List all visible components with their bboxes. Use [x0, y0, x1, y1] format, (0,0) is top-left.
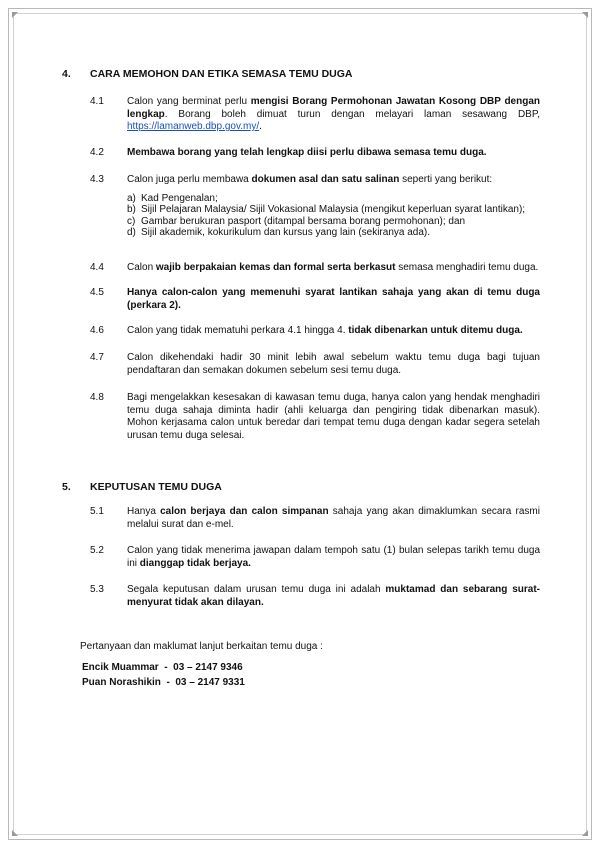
contact-norashikin: Puan Norashikin - 03 – 2147 9331 — [82, 677, 245, 688]
item-number: 4.4 — [90, 262, 104, 273]
list-item: a) Kad Pengenalan; — [127, 192, 218, 204]
item-number: 4.1 — [90, 96, 104, 107]
item-5-1 — [90, 506, 540, 531]
section-number: 5. — [62, 481, 71, 493]
item-number: 5.1 — [90, 506, 104, 517]
item-text: Bagi mengelakkan kesesakan di kawasan temu duga, hanya calon yang hendak menghadiri temu duga sahaja diminta hadir (ahli keluarga dan pengiring tidak dibenarkan masuk). Mohon kerjasama calon untuk beredar dari tempat temu duga dengan kadar segera setelah urusan temu duga selesai. — [127, 392, 540, 441]
item-number: 4.2 — [90, 147, 104, 158]
item-4-3 — [90, 174, 540, 239]
section-title: CARA MEMOHON DAN ETIKA SEMASA TEMU DUGA — [90, 68, 353, 80]
item-4-1 — [90, 96, 540, 134]
inquiry-text: Pertanyaan dan maklumat lanjut berkaitan temu duga : — [80, 641, 323, 652]
corner-ornament-icon — [582, 12, 588, 18]
item-5-3 — [90, 584, 540, 609]
section-number: 4. — [62, 68, 71, 80]
list-item: d) Sijil akademik, kokurikulum dan kursus yang lain (sekiranya ada). — [127, 227, 431, 238]
corner-ornament-icon — [12, 830, 18, 836]
item-4-6 — [90, 325, 540, 338]
item-5-2 — [90, 545, 540, 570]
item-text: Calon yang tidak menerima jawapan dalam tempoh satu (1) bulan selepas tarikh temu duga ini dianggap tidak berjaya. — [127, 545, 540, 569]
item-number: 4.7 — [90, 352, 104, 363]
item-text: Calon yang berminat perlu mengisi Borang Permohonan Jawatan Kosong DBP dengan lengkap. Borang boleh dimuat turun dengan melayari laman sesawang DBP, https://lamanweb.dbp.gov.my/. — [127, 96, 540, 132]
corner-ornament-icon — [582, 830, 588, 836]
dbp-website-link[interactable]: https://lamanweb.dbp.gov.my/ — [127, 121, 260, 132]
corner-ornament-icon — [12, 12, 18, 18]
item-text: Hanya calon berjaya dan calon simpanan sahaja yang akan dimaklumkan secara rasmi melalui surat dan e-mel. — [127, 506, 540, 530]
item-number: 4.8 — [90, 392, 104, 403]
item-number: 4.5 — [90, 287, 104, 298]
item-number: 5.3 — [90, 584, 104, 595]
list-item: b) Sijil Pelajaran Malaysia/ Sijil Vokasional Malaysia (mengikut keperluan syarat lantikan); — [127, 204, 526, 215]
item-number: 4.3 — [90, 174, 104, 185]
item-text: Calon juga perlu membawa dokumen asal dan satu salinan seperti yang berikut: — [127, 174, 493, 185]
section-title: KEPUTUSAN TEMU DUGA — [90, 481, 222, 493]
item-text: Hanya calon-calon yang memenuhi syarat lantikan sahaja yang akan di temu duga (perkara 2). — [127, 287, 540, 311]
contact-muammar: Encik Muammar - 03 – 2147 9346 — [82, 662, 243, 673]
item-4-7 — [90, 352, 540, 377]
item-4-8 — [90, 392, 540, 442]
document-list — [127, 193, 540, 239]
item-4-5 — [90, 287, 540, 312]
item-number: 4.6 — [90, 325, 104, 336]
item-text: Calon dikehendaki hadir 30 minit lebih awal sebelum waktu temu duga bagi tujuan pendaftaran dan semakan dokumen sebelum sesi temu duga. — [127, 352, 540, 376]
item-text: Calon yang tidak mematuhi perkara 4.1 hingga 4. tidak dibenarkan untuk ditemu duga. — [127, 325, 523, 336]
item-4-2 — [90, 147, 540, 160]
item-number: 5.2 — [90, 545, 104, 556]
item-text: Calon wajib berpakaian kemas dan formal serta berkasut semasa menghadiri temu duga. — [127, 262, 539, 273]
item-text: Membawa borang yang telah lengkap diisi perlu dibawa semasa temu duga. — [127, 147, 487, 158]
list-item: c) Gambar berukuran pasport (ditampal bersama borang permohonan); dan — [127, 215, 466, 227]
item-text: Segala keputusan dalam urusan temu duga ini adalah muktamad dan sebarang surat-menyurat tidak akan dilayan. — [127, 584, 540, 608]
item-4-4 — [90, 262, 540, 275]
